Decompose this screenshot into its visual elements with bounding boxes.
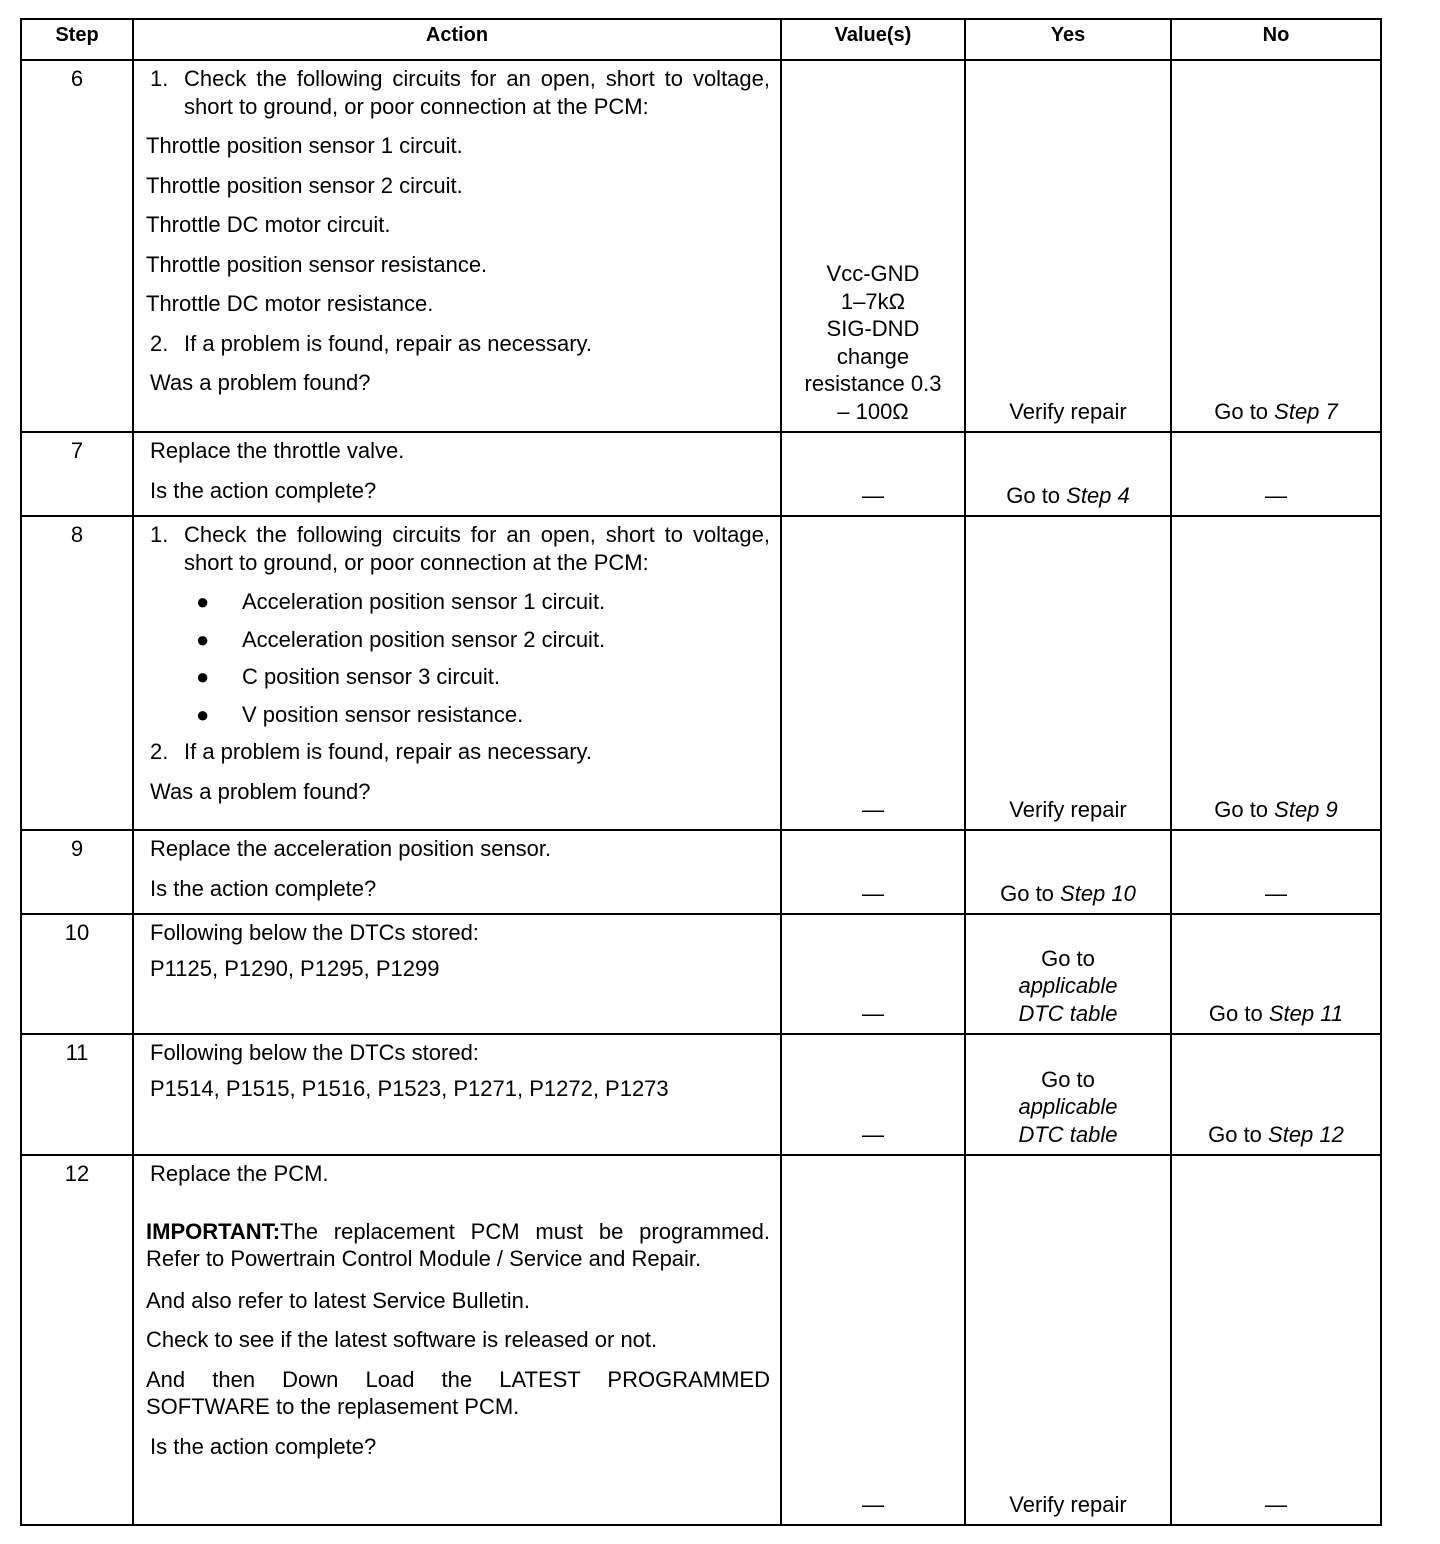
value-line: 1–7kΩ — [840, 288, 906, 314]
no-dash: — — [1265, 482, 1287, 508]
action-line: Following below the DTCs stored: — [150, 1040, 479, 1065]
step-number: 6 — [21, 60, 133, 432]
action-question: Was a problem found? — [150, 778, 371, 804]
yes-cell — [965, 914, 1171, 1034]
action-instruction: Check the following circuits for an open, short to voltage, short to ground, or poor connection at the PCM: — [184, 522, 770, 575]
no-cell — [1171, 432, 1381, 516]
action-line: And then Down Load the LATEST PROGRAMMED SOFTWARE to the replasement PCM. — [146, 1366, 770, 1419]
header-yes: Yes — [965, 19, 1171, 60]
value-cell — [781, 516, 965, 830]
yes-cell — [965, 432, 1171, 516]
action-cell — [133, 1155, 781, 1525]
action-line: Replace the acceleration position sensor. — [150, 836, 552, 861]
value-dash: — — [862, 1121, 884, 1147]
important-text: The replacement PCM must be programmed. Refer to Powertrain Control Module / Service and Repair. — [146, 1218, 770, 1271]
action-line: Throttle position sensor 1 circuit. — [146, 133, 463, 158]
header-action: Action — [133, 19, 781, 60]
action-instruction: If a problem is found, repair as necessary. — [184, 330, 593, 356]
value-line: change — [836, 343, 910, 369]
no-prefix: Go to — [1214, 796, 1275, 822]
action-line: And also refer to latest Service Bulletin. — [146, 1287, 530, 1313]
action-line: Throttle DC motor circuit. — [146, 212, 391, 237]
header-step: Step — [21, 19, 133, 60]
value-dash: — — [862, 482, 884, 508]
action-line: Following below the DTCs stored: — [150, 920, 479, 945]
step-number: 7 — [21, 432, 133, 516]
value-cell — [781, 60, 965, 432]
yes-cell — [965, 60, 1171, 432]
yes-prefix: Go to — [1000, 880, 1061, 906]
step-link[interactable]: Step 11 — [1268, 1000, 1344, 1026]
no-cell — [1171, 1155, 1381, 1525]
step-number: 10 — [21, 914, 133, 1034]
action-instruction: If a problem is found, repair as necessary. — [184, 739, 593, 764]
bullet-icon: ● — [196, 626, 210, 652]
dtc-table-link[interactable]: DTC table — [1018, 1121, 1118, 1147]
no-prefix: Go to — [1208, 1000, 1269, 1026]
step-number: 8 — [21, 516, 133, 830]
diagnostic-table — [20, 18, 1382, 1526]
step-link[interactable]: Step 7 — [1274, 398, 1338, 424]
no-cell — [1171, 830, 1381, 914]
step-number: 11 — [21, 1034, 133, 1155]
header-values: Value(s) — [781, 19, 965, 60]
table-row-step-10 — [21, 914, 1381, 1034]
action-cell — [133, 914, 781, 1034]
step-link[interactable]: Step 4 — [1066, 482, 1130, 508]
bullet-item: ● Acceleration position sensor 2 circuit. — [196, 626, 606, 652]
bullet-item: ● C position sensor 3 circuit. — [196, 664, 500, 689]
step-link[interactable]: Step 9 — [1274, 796, 1338, 822]
bullet-item: ● Acceleration position sensor 1 circuit. — [196, 589, 606, 614]
action-line: Throttle DC motor resistance. — [146, 291, 434, 316]
step-link[interactable]: Step 12 — [1268, 1121, 1344, 1147]
no-dash: — — [1265, 880, 1287, 906]
action-cell — [133, 60, 781, 432]
step-link[interactable]: Step 10 — [1060, 880, 1136, 906]
value-line: SIG-DND — [826, 316, 920, 341]
table-row-step-9 — [21, 830, 1381, 914]
action-line: Replace the throttle valve. — [150, 438, 405, 463]
action-question: Is the action complete? — [150, 1433, 377, 1459]
step-number: 9 — [21, 830, 133, 914]
table-row-step-7 — [21, 432, 1381, 516]
dtc-table-link[interactable]: applicable — [1018, 973, 1118, 998]
action-question: Is the action complete? — [150, 477, 377, 503]
yes-cell — [965, 830, 1171, 914]
yes-result: Verify repair — [1009, 1491, 1127, 1517]
value-cell — [781, 432, 965, 516]
bullet-item: ● V position sensor resistance. — [196, 701, 524, 727]
yes-result: Verify repair — [1009, 796, 1127, 822]
bullet-icon: ● — [196, 589, 210, 614]
table-row-step-6 — [21, 60, 1381, 432]
yes-line: Go to — [1041, 945, 1095, 971]
no-dash: — — [1265, 1491, 1287, 1517]
action-line: Throttle position sensor resistance. — [146, 251, 488, 277]
yes-cell — [965, 516, 1171, 830]
item-number: 2. — [150, 330, 169, 356]
value-dash: — — [862, 1000, 884, 1026]
action-question: Is the action complete? — [150, 875, 377, 901]
action-cell — [133, 516, 781, 830]
yes-line: Go to — [1041, 1066, 1095, 1092]
bullet-icon: ● — [196, 664, 210, 689]
value-cell — [781, 1034, 965, 1155]
value-cell — [781, 1155, 965, 1525]
action-line: Throttle position sensor 2 circuit. — [146, 172, 463, 198]
yes-cell — [965, 1155, 1171, 1525]
action-line: Replace the PCM. — [150, 1161, 329, 1186]
action-instruction: Check the following circuits for an open, short to voltage, short to ground, or poor connection at the PCM: — [184, 66, 770, 119]
item-number: 2. — [150, 739, 169, 764]
header-no: No — [1171, 19, 1381, 60]
action-question: Was a problem found? — [150, 370, 371, 395]
item-number: 1. — [150, 66, 169, 91]
value-dash: — — [862, 796, 884, 822]
value-line: Vcc-GND — [826, 261, 920, 286]
value-cell — [781, 914, 965, 1034]
value-cell — [781, 830, 965, 914]
value-line: – 100Ω — [837, 398, 909, 424]
table-row-step-8 — [21, 516, 1381, 830]
yes-cell — [965, 1034, 1171, 1155]
value-dash: — — [862, 1491, 884, 1517]
no-cell — [1171, 60, 1381, 432]
action-cell — [133, 1034, 781, 1155]
important-label: IMPORTANT: — [146, 1218, 281, 1244]
step-number: 12 — [21, 1155, 133, 1525]
important-note — [146, 1218, 770, 1273]
table-row-step-11 — [21, 1034, 1381, 1155]
action-cell — [133, 830, 781, 914]
dtc-table-link[interactable]: DTC table — [1018, 1000, 1118, 1026]
bullet-icon: ● — [196, 701, 210, 727]
item-number: 1. — [150, 522, 169, 547]
no-cell — [1171, 516, 1381, 830]
header-row — [21, 19, 1381, 60]
no-cell — [1171, 914, 1381, 1034]
no-cell — [1171, 1034, 1381, 1155]
yes-prefix: Go to — [1006, 482, 1067, 508]
dtc-codes: P1125, P1290, P1295, P1299 — [150, 955, 440, 981]
value-dash: — — [862, 880, 884, 906]
value-line: resistance 0.3 — [804, 371, 942, 396]
no-prefix: Go to — [1208, 1121, 1269, 1147]
dtc-codes: P1514, P1515, P1516, P1523, P1271, P1272, P1273 — [150, 1075, 669, 1101]
action-line: Check to see if the latest software is released or not. — [146, 1327, 658, 1352]
action-cell — [133, 432, 781, 516]
dtc-table-link[interactable]: applicable — [1018, 1094, 1118, 1119]
no-prefix: Go to — [1214, 398, 1275, 424]
table-row-step-12 — [21, 1155, 1381, 1525]
yes-result: Verify repair — [1009, 398, 1127, 424]
